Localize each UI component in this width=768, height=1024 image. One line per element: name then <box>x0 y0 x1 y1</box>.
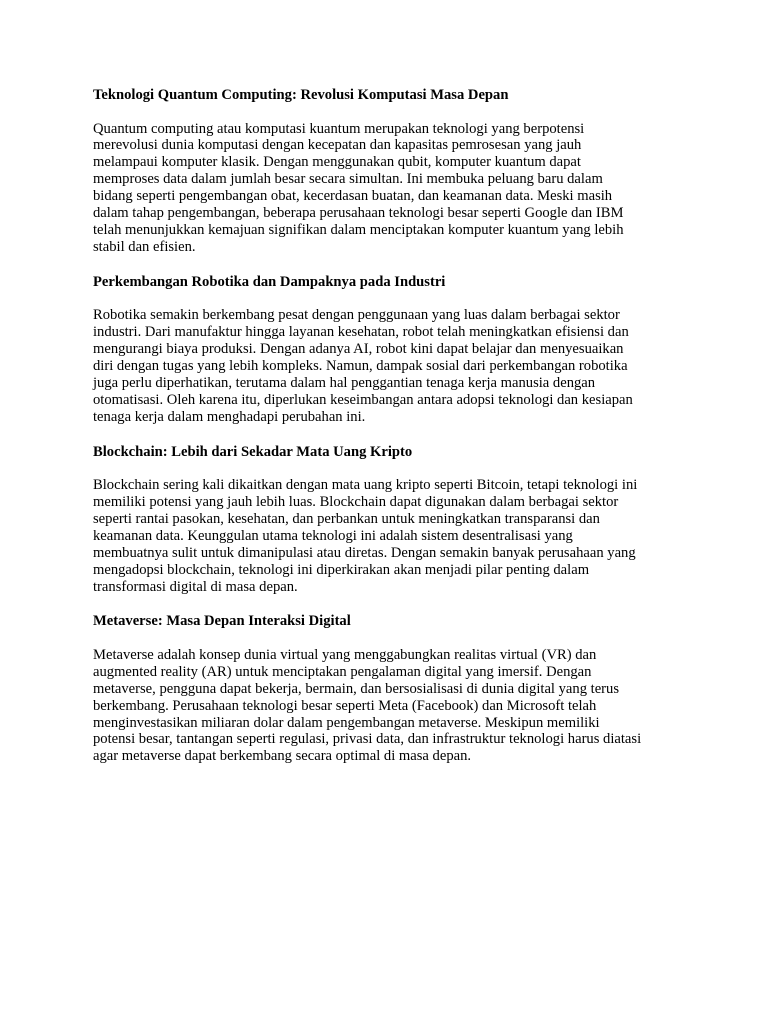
paragraph-line: memproses data dalam jumlah besar secara simultan. Ini membuka peluang baru dalam <box>93 171 603 188</box>
paragraph-line: merevolusi dunia komputasi dengan kecepatan dan kapasitas pemrosesan yang jauh <box>93 137 582 154</box>
paragraph-line: transformasi digital di masa depan. <box>93 578 298 595</box>
paragraph-line: mengadopsi blockchain, teknologi ini diperkirakan akan menjadi pilar penting dalam <box>93 561 590 578</box>
paragraph-line: Robotika semakin berkembang pesat dengan penggunaan yang luas dalam berbagai sektor <box>93 307 620 324</box>
section-blockchain <box>93 443 678 596</box>
paragraph-line: membuatnya sulit untuk dimanipulasi atau diretas. Dengan semakin banyak perusahaan yang <box>93 544 636 561</box>
paragraph-line: telah menunjukkan kemajuan signifikan dalam menciptakan komputer kuantum yang lebih <box>93 221 624 238</box>
paragraph-line: otomatisasi. Oleh karena itu, diperlukan keseimbangan antara adopsi teknologi dan kesiapan <box>93 391 633 408</box>
paragraph-line: potensi besar, tantangan seperti regulasi, privasi data, dan infrastruktur teknologi harus diatasi <box>93 731 642 748</box>
paragraph-line: agar metaverse dapat berkembang secara optimal di masa depan. <box>93 748 472 765</box>
paragraph-line: Metaverse adalah konsep dunia virtual yang menggabungkan realitas virtual (VR) dan <box>93 646 597 663</box>
paragraph-line: augmented reality (AR) untuk menciptakan pengalaman digital yang imersif. Dengan <box>93 663 592 680</box>
paragraph-line: berkembang. Perusahaan teknologi besar seperti Meta (Facebook) dan Microsoft telah <box>93 697 597 714</box>
paragraph-line: bidang seperti pengembangan obat, kecerdasan buatan, dan keamanan data. Meski masih <box>93 188 613 205</box>
section-paragraph <box>93 647 678 765</box>
paragraph-line: metaverse, pengguna dapat bekerja, bermain, dan bersosialisasi di dunia digital yang terus <box>93 680 620 697</box>
paragraph-line: industri. Dari manufaktur hingga layanan kesehatan, robot telah meningkatkan efisiensi dan <box>93 324 629 341</box>
paragraph-line: juga perlu diperhatikan, terutama dalam hal penggantian tenaga kerja manusia dengan <box>93 374 596 391</box>
section-heading: Metaverse: Masa Depan Interaksi Digital <box>93 613 351 630</box>
section-paragraph <box>93 307 678 425</box>
paragraph-line: keamanan data. Keunggulan utama teknologi ini adalah sistem desentralisasi yang <box>93 527 573 544</box>
paragraph-line: tenaga kerja dalam menghadapi perubahan ini. <box>93 408 366 425</box>
section-heading: Teknologi Quantum Computing: Revolusi Komputasi Masa Depan <box>93 87 509 103</box>
section-robotics <box>93 273 678 426</box>
paragraph-line: dalam tahap pengembangan, beberapa perusahaan teknologi besar seperti Google dan IBM <box>93 205 624 222</box>
section-paragraph <box>93 121 678 256</box>
paragraph-line: Blockchain sering kali dikaitkan dengan mata uang kripto seperti Bitcoin, tetapi teknologi ini <box>93 477 638 494</box>
section-paragraph <box>93 477 678 595</box>
paragraph-line: mengurangi biaya produksi. Dengan adanya AI, robot kini dapat belajar dan menyesuaikan <box>93 341 624 358</box>
paragraph-line: menginvestasikan miliaran dolar dalam pengembangan metaverse. Meskipun memiliki <box>93 714 600 731</box>
section-heading: Perkembangan Robotika dan Dampaknya pada Industri <box>93 273 446 290</box>
paragraph-line: Quantum computing atau komputasi kuantum merupakan teknologi yang berpotensi <box>93 120 585 137</box>
paragraph-line: stabil dan efisien. <box>93 238 196 255</box>
paragraph-line: memiliki potensi yang jauh lebih luas. Blockchain dapat digunakan dalam berbagai sektor <box>93 494 619 510</box>
paragraph-line: seperti rantai pasokan, kesehatan, dan perbankan untuk meningkatkan transparansi dan <box>93 510 600 527</box>
section-quantum-computing <box>93 86 678 256</box>
section-metaverse <box>93 612 678 765</box>
paragraph-line: melampaui komputer klasik. Dengan menggunakan qubit, komputer kuantum dapat <box>93 154 581 171</box>
paragraph-line: diri dengan tugas yang lebih kompleks. Namun, dampak sosial dari perkembangan robotika <box>93 357 628 374</box>
section-heading: Blockchain: Lebih dari Sekadar Mata Uang Kripto <box>93 443 413 460</box>
